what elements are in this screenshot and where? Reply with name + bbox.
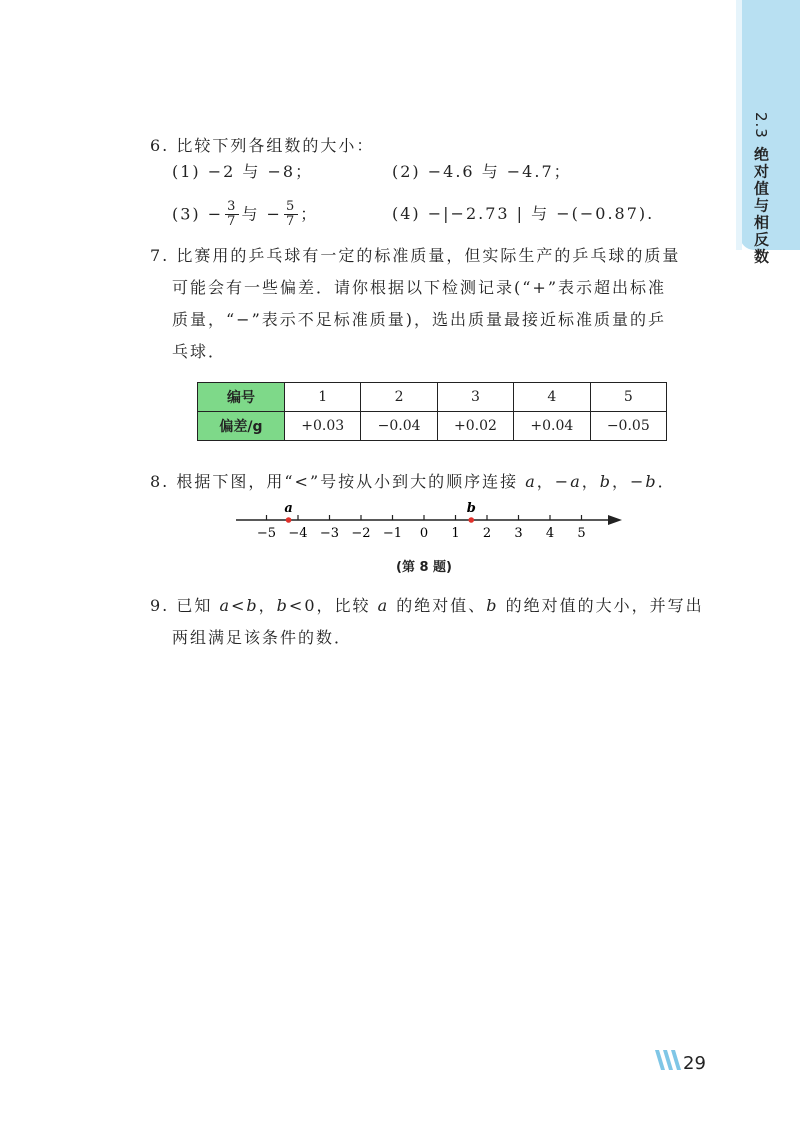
fraction-denominator: 7 — [227, 214, 238, 230]
q9-lt-zero: <0，比较 — [288, 596, 378, 615]
fraction-3-7 — [225, 200, 239, 230]
q9-prefix: 9. 已知 — [150, 596, 220, 615]
tick-label: −2 — [351, 526, 371, 541]
q9-var-b: b — [276, 596, 289, 615]
table-cell: 2 — [361, 383, 437, 412]
q6-part3-label: (3) − — [172, 204, 224, 224]
section-label — [744, 112, 772, 265]
q8-var-neg-a: a — [570, 472, 582, 491]
q8-sep1: ，− — [536, 472, 571, 491]
table-header-deviation: 偏差/g — [198, 412, 285, 441]
q9-comma: ， — [258, 596, 277, 615]
q8-sep3: ，− — [612, 472, 646, 491]
chapter-tab-edge — [736, 0, 742, 250]
figure-caption: (第 8 题) — [396, 560, 452, 575]
table-cell: +0.04 — [514, 412, 590, 441]
tick-label: −3 — [319, 526, 340, 541]
section-number: 2.3 — [752, 112, 770, 139]
q9-lt: < — [231, 596, 247, 615]
number-line — [0, 500, 800, 560]
table-cell: +0.02 — [437, 412, 513, 441]
tick-label: 4 — [545, 526, 555, 541]
q7-line4: 乓球． — [172, 342, 227, 361]
tick-label: −4 — [288, 526, 308, 541]
q9-end: 的绝对值的大小，并写出 — [498, 596, 704, 615]
q6-stem: 6. 比较下列各组数的大小： — [150, 136, 375, 155]
table-cell: 5 — [590, 383, 666, 412]
fraction-5-7 — [284, 200, 298, 230]
table-row — [198, 383, 667, 412]
q9-var-a: a — [219, 596, 231, 615]
q9-var-b: b — [486, 596, 499, 615]
q8-sep2: ， — [581, 472, 600, 491]
q6-part4: (4) −|−2.73 | 与 −(−0.87). — [392, 204, 655, 223]
page-stripes-icon — [655, 1050, 683, 1070]
q8-var-b: b — [599, 472, 612, 491]
q9-line2: 两组满足该条件的数． — [172, 628, 353, 647]
q9-line1 — [150, 598, 704, 614]
q8-end: ． — [657, 472, 676, 491]
tick-label: −5 — [256, 526, 277, 541]
tick-label: −1 — [382, 526, 403, 541]
tick-label: 3 — [514, 526, 523, 541]
tick-label: 0 — [419, 526, 429, 541]
table-cell: −0.05 — [590, 412, 666, 441]
q6-part3 — [172, 200, 318, 230]
point-b-marker — [468, 517, 474, 523]
q9-mid: 的绝对值、 — [389, 596, 487, 615]
q6-part3-mid: 与 − — [241, 204, 282, 224]
q9-var-a: a — [377, 596, 390, 615]
tick-label: 2 — [482, 526, 492, 541]
number-line-arrow — [608, 515, 622, 525]
fraction-numerator: 5 — [285, 199, 297, 214]
section-title: 绝对值与相反数 — [752, 146, 770, 266]
q6-part2: (2) −4.6 与 −4.7； — [392, 162, 572, 181]
fraction-numerator: 3 — [227, 199, 238, 214]
page-number: 29 — [683, 1053, 706, 1074]
table-cell: −0.04 — [361, 412, 437, 441]
q7-line1: 7. 比赛用的乒乓球有一定的标准质量，但实际生产的乒乓球的质量 — [150, 246, 681, 265]
q8-text — [150, 474, 676, 490]
table-row — [198, 412, 667, 441]
fraction-denominator: 7 — [285, 214, 297, 230]
table-cell: 1 — [285, 383, 361, 412]
table-cell: 3 — [437, 383, 513, 412]
table-cell: 4 — [514, 383, 590, 412]
tick-label: 1 — [451, 526, 460, 541]
q7-line2: 可能会有一些偏差．请你根据以下检测记录(“+”表示超出标准 — [172, 278, 667, 297]
q6-part1: (1) −2 与 −8； — [172, 162, 314, 181]
table-cell: +0.03 — [285, 412, 361, 441]
deviation-table — [197, 382, 667, 441]
point-a-label: a — [284, 501, 293, 516]
q7-line3: 质量，“−”表示不足标准质量)，选出质量最接近标准质量的乒 — [172, 310, 667, 329]
q8-var-a: a — [525, 472, 537, 491]
tick-label: 5 — [577, 526, 586, 541]
q6-part3-end: ； — [300, 204, 319, 224]
point-a-marker — [286, 517, 292, 523]
q8-var-neg-b: b — [645, 472, 658, 491]
table-header-id: 编号 — [198, 383, 285, 412]
point-b-label: b — [466, 501, 476, 516]
q8-prefix: 8. 根据下图，用“<”号按从小到大的顺序连接 — [150, 472, 526, 491]
q9-var-b: b — [246, 596, 259, 615]
